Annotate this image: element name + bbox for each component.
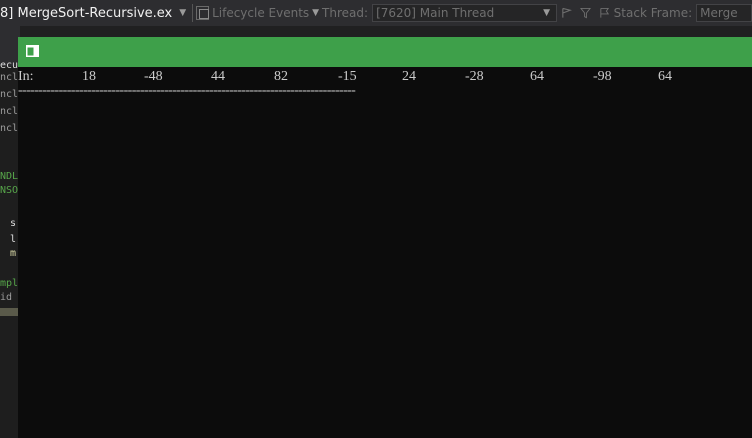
lifecycle-events-icon[interactable] (196, 6, 209, 20)
stack-frame-dropdown[interactable] (696, 4, 752, 22)
input-label: In: (18, 69, 34, 84)
process-dropdown-arrow-icon[interactable]: ▼ (179, 8, 187, 18)
input-value: -48 (144, 69, 163, 84)
thread-label: Thread: (322, 6, 369, 20)
code-editor-edge (0, 26, 20, 438)
thread-value: [7620] Main Thread (376, 6, 495, 20)
process-dropdown[interactable] (0, 3, 176, 23)
code-line: mpl (0, 278, 19, 289)
thread-dropdown-arrow-icon[interactable]: ▼ (543, 8, 551, 18)
input-value: 64 (530, 69, 544, 84)
toolbar-separator (192, 4, 193, 22)
flag-threads-icon[interactable] (599, 7, 610, 19)
code-line: l (10, 234, 17, 245)
input-value: -98 (593, 69, 612, 84)
stack-frame-value: Merge (700, 6, 738, 20)
code-line: ncl (0, 106, 19, 117)
lifecycle-dropdown-arrow-icon[interactable]: ▼ (312, 8, 320, 18)
code-line: NDL (0, 171, 19, 182)
input-value: 24 (402, 69, 416, 84)
stack-frame-label: Stack Frame: (613, 6, 693, 20)
toggle-flag-icon[interactable] (561, 7, 572, 19)
thread-dropdown[interactable] (372, 4, 557, 22)
code-line: s (10, 218, 17, 229)
input-value: -28 (465, 69, 484, 84)
input-value: 64 (658, 69, 672, 84)
input-value: 18 (82, 69, 96, 84)
console-output (18, 69, 752, 438)
code-line: NSO (0, 185, 19, 196)
console-app-icon (26, 45, 39, 57)
code-line: ncl (0, 89, 19, 100)
code-line: ncl (0, 123, 19, 134)
lifecycle-events-label[interactable]: Lifecycle Events (212, 6, 310, 20)
code-line: id (0, 292, 13, 303)
code-line: ncl (0, 72, 19, 83)
input-value: -15 (338, 69, 357, 84)
output-divider: ----------------------------------------------------------------------------------- (18, 83, 356, 98)
input-value: 82 (274, 69, 288, 84)
console-title-bar[interactable] (18, 37, 752, 67)
input-value: 44 (211, 69, 225, 84)
editor-highlight-band (0, 308, 20, 316)
debug-toolbar (0, 0, 752, 26)
editor-tab-fragment: ecu (0, 60, 19, 71)
code-line: m (10, 248, 17, 259)
console-window[interactable] (18, 37, 752, 438)
process-label: 8] MergeSort-Recursive.ex (0, 5, 173, 21)
filter-funnel-icon[interactable] (580, 7, 591, 19)
